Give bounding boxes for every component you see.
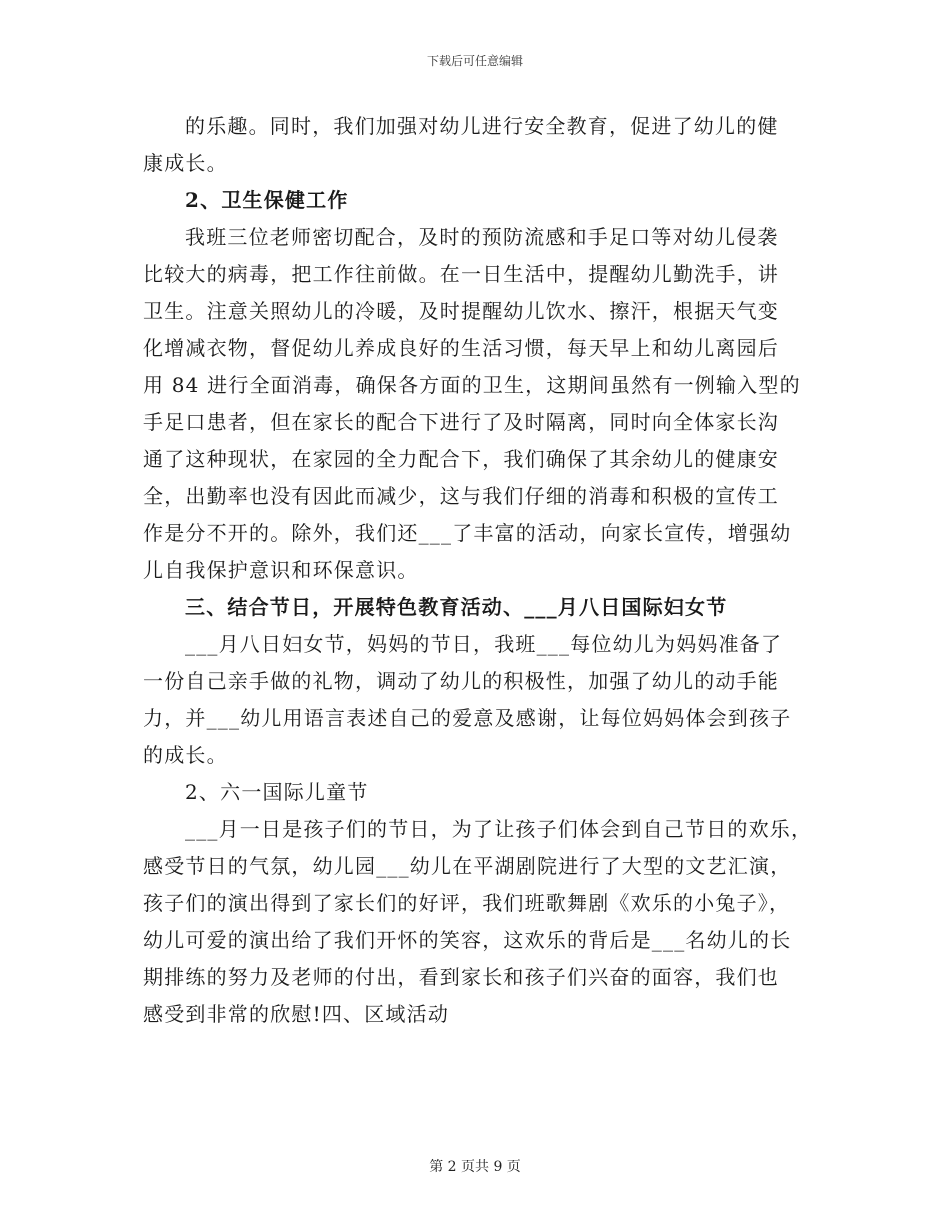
text-line: 的成长。 <box>143 743 228 767</box>
section-heading: 三、结合节日，开展特色教育活动、___月八日国际妇女节 <box>185 595 728 619</box>
text-line: ___月一日是孩子们的节日，为了让孩子们体会到自己节日的欢乐， <box>185 817 813 841</box>
text-line: ___月八日妇女节，妈妈的节日，我班___每位幼儿为妈妈准备了 <box>185 632 783 656</box>
text-line: 作是分不开的。除外，我们还___了丰富的活动，向家长宣传，增强幼 <box>143 521 792 545</box>
text-line: 比较大的病毒，把工作往前做。在一日生活中，提醒幼儿勤洗手，讲 <box>143 262 779 286</box>
text-line: 感受到非常的欣慰!四、区域活动 <box>143 1002 450 1026</box>
section-heading: 2、卫生保健工作 <box>185 188 349 212</box>
text-line: 我班三位老师密切配合，及时的预防流感和手足口等对幼儿侵袭 <box>185 225 779 249</box>
text-line: 康成长。 <box>143 151 228 175</box>
text-line: 幼儿可爱的演出给了我们开怀的笑容，这欢乐的背后是___名幼儿的长 <box>143 928 792 952</box>
text-line: 用 84 进行全面消毒，确保各方面的卫生，这期间虽然有一例输入型的 <box>143 373 801 397</box>
document-body <box>143 108 811 1033</box>
text-line: 期排练的努力及老师的付出，看到家长和孩子们兴奋的面容，我们也 <box>143 965 779 989</box>
text-line: 手足口患者，但在家长的配合下进行了及时隔离，同时向全体家长沟 <box>143 410 779 434</box>
subsection-heading: 2、六一国际儿童节 <box>185 780 369 804</box>
page-footer: 第 2 页共 9 页 <box>429 1159 521 1175</box>
text-line: 一份自己亲手做的礼物，调动了幼儿的积极性，加强了幼儿的动手能 <box>143 669 779 693</box>
page-header: 下载后可任意编辑 <box>426 54 523 68</box>
text-line: 力，并___幼儿用语言表述自己的爱意及感谢，让每位妈妈体会到孩子 <box>143 706 792 730</box>
text-line: 孩子们的演出得到了家长们的好评，我们班歌舞剧《欢乐的小兔子》， <box>143 891 791 915</box>
text-line: 全，出勤率也没有因此而减少，这与我们仔细的消毒和积极的宣传工 <box>143 484 779 508</box>
text-line: 儿自我保护意识和环保意识。 <box>143 558 419 582</box>
text-line: 卫生。注意关照幼儿的冷暖，及时提醒幼儿饮水、擦汗，根据天气变 <box>143 299 779 323</box>
text-line: 的乐趣。同时，我们加强对幼儿进行安全教育，促进了幼儿的健 <box>185 114 779 138</box>
text-line: 通了这种现状，在家园的全力配合下，我们确保了其余幼儿的健康安 <box>143 447 779 471</box>
text-line: 化增减衣物，督促幼儿养成良好的生活习惯，每天早上和幼儿离园后 <box>143 336 779 360</box>
text-line: 感受节日的气氛，幼儿园___幼儿在平湖剧院进行了大型的文艺汇演， <box>143 854 792 878</box>
